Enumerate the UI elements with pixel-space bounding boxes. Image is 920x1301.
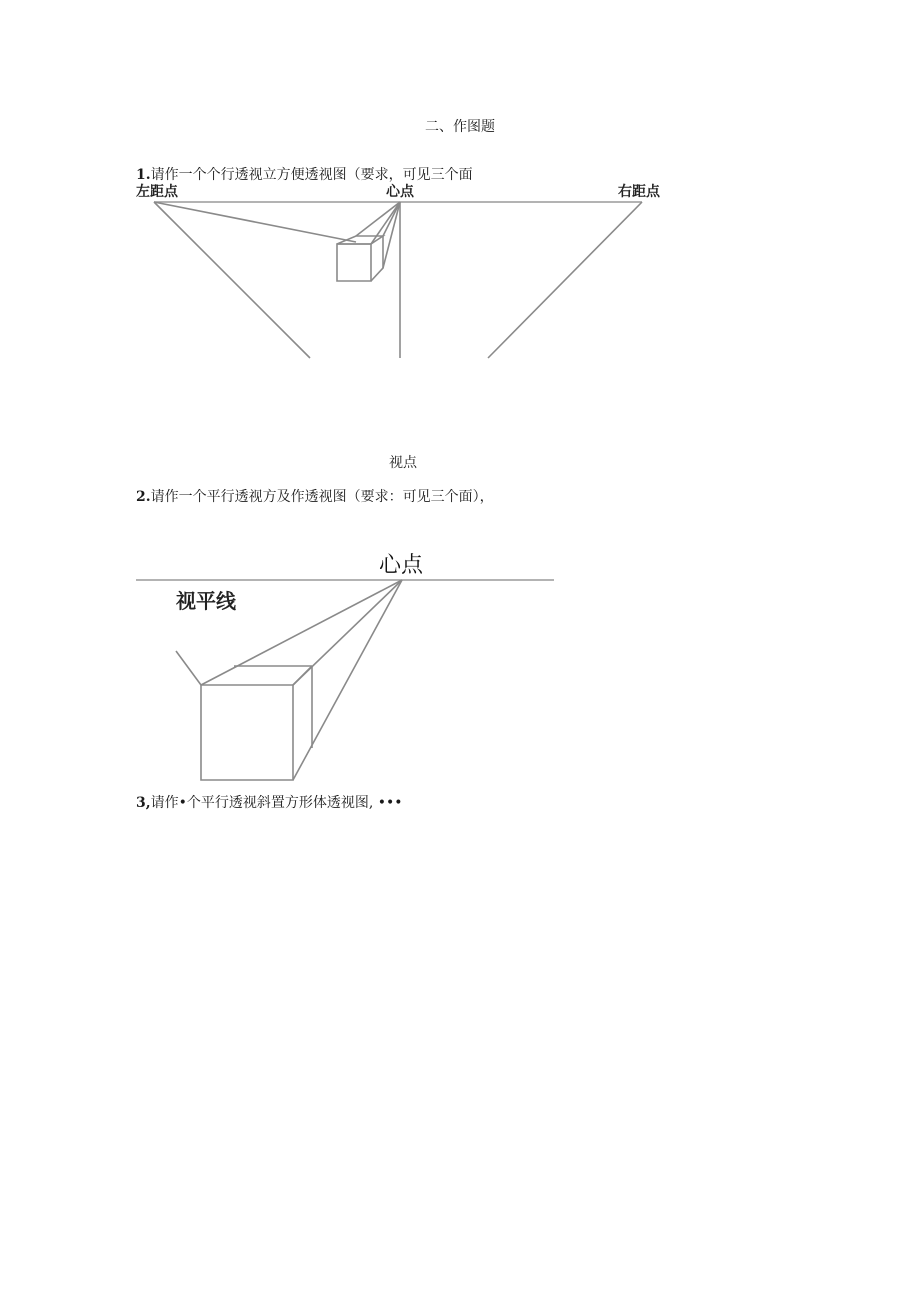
question-3-number: 3, bbox=[136, 795, 151, 811]
figure-1-caption: 视点 bbox=[389, 455, 417, 471]
question-2-number: 2. bbox=[136, 489, 151, 505]
figure-1-center-label: 心点 bbox=[386, 184, 414, 200]
section-title: 二、作图题 bbox=[425, 119, 495, 135]
figure-1-distance-line bbox=[154, 202, 356, 242]
figure-2 bbox=[130, 545, 560, 785]
figure-1-orthogonal-1 bbox=[356, 202, 400, 236]
figure-1-orthogonal-4 bbox=[383, 202, 400, 268]
figure-1 bbox=[130, 178, 690, 362]
figure-1-cube-front bbox=[337, 244, 371, 281]
figure-2-horizon-label: 视平线 bbox=[176, 589, 236, 613]
figure-1-left-distance-label: 左距点 bbox=[136, 184, 178, 200]
question-2 bbox=[136, 486, 494, 506]
question-3-text: 请作•个平行透视斜置方形体透视图, ••• bbox=[150, 795, 403, 811]
figure-2-box-front bbox=[201, 685, 293, 780]
figure-2-stray-line bbox=[176, 651, 201, 685]
figure-1-left-diagonal bbox=[154, 202, 310, 358]
figure-1-right-diagonal bbox=[488, 202, 642, 358]
figure-1-right-distance-label: 右距点 bbox=[618, 184, 660, 200]
figure-2-drawing bbox=[130, 545, 560, 785]
figure-2-orthogonal-2 bbox=[293, 580, 402, 685]
question-3 bbox=[136, 792, 403, 812]
figure-2-center-label: 心点 bbox=[379, 553, 424, 578]
question-1-number: 1. bbox=[136, 167, 151, 183]
figure-1-drawing bbox=[130, 178, 690, 362]
question-2-text: 请作一个平行透视方及作透视图（要求：可见三个面）， bbox=[150, 489, 494, 505]
question-1-text: 请作一个个行透视立方便透视图（要求，可见三个面 bbox=[150, 167, 473, 183]
figure-2-orthogonal-3 bbox=[293, 580, 402, 780]
figure-1-orthogonal-3 bbox=[371, 202, 400, 244]
